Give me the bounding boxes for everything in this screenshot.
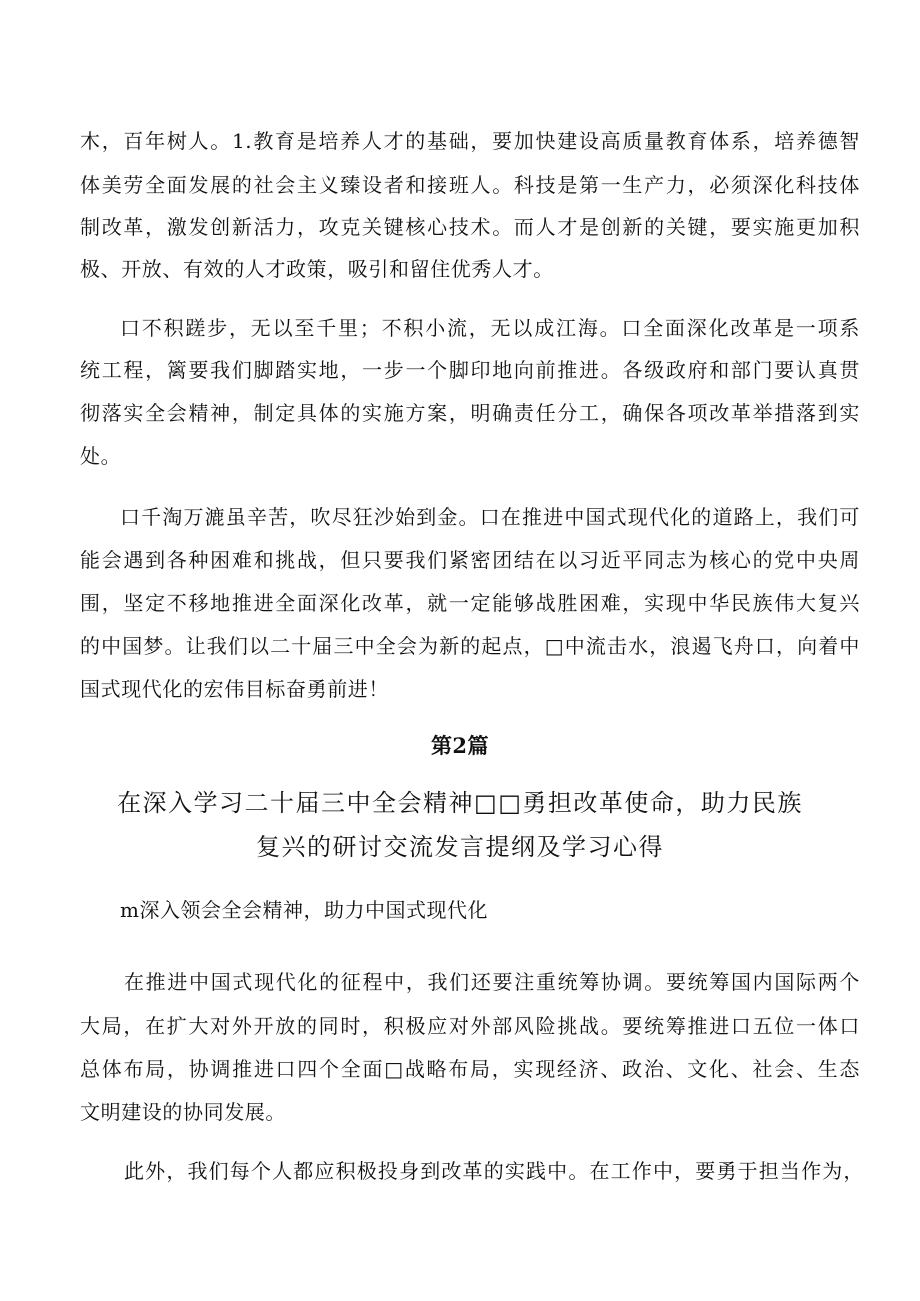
- text-line: 处。: [80, 444, 122, 468]
- section-number: 第2篇: [430, 733, 490, 758]
- text-line: 口不积蹉步，无以至千里；不积小流，无以成江海。口全面深化改革是一项系: [120, 316, 860, 340]
- text-line: 木，百年树人。1.教育是培养人才的基础，要加快建设高质量教育体系，培养德智: [80, 129, 860, 153]
- text-line: 国式现代化的宏伟目标奋勇前进！: [80, 677, 389, 701]
- text-line: 彻落实全会精神，制定具体的实施方案，明确责任分工，确保各项改革举措落到实: [80, 401, 860, 425]
- text-line: 统工程，篱要我们脚踏实地，一步一个脚印地向前推进。各级政府和部门要认真贯: [80, 358, 860, 382]
- section-title-line: 在深入学习二十届三中全会精神□□勇担改革使命，助力民族: [117, 789, 803, 817]
- text-line: 文明建设的协同发展。: [80, 1100, 286, 1124]
- text-line: 能会遇到各种困难和挑战，但只要我们紧密团结在以习近平同志为核心的党中央周: [80, 548, 860, 572]
- subheading: m深入领会全会精神，助力中国式现代化: [120, 898, 488, 922]
- text-line: 的中国梦。让我们以二十届三中全会为新的起点，□中流击水，浪遏飞舟口，向着中: [80, 634, 860, 658]
- text-line: 口千淘万漉虽辛苦，吹尽狂沙始到金。口在推进中国式现代化的道路上，我们可: [120, 505, 860, 529]
- text-line: 极、开放、有效的人才政策，吸引和留住优秀人才。: [80, 257, 554, 281]
- text-line: 总体布局，协调推进口四个全面□战略布局，实现经济、政治、文化、社会、生态: [80, 1057, 860, 1081]
- text-line: 制改革，激发创新活力，攻克关键核心技术。而人才是创新的关键，要实施更加积: [80, 215, 860, 239]
- text-line: 围，坚定不移地推进全面深化改革，就一定能够战胜困难，实现中华民族伟大复兴: [80, 591, 860, 615]
- text-line: 此外，我们每个人都应积极投身到改革的实践中。在工作中，要勇于担当作为，: [124, 1159, 864, 1183]
- text-line: 大局，在扩大对外开放的同时，积极应对外部风险挑战。要统筹推进口五位一体口: [80, 1014, 860, 1038]
- text-line: 在推进中国式现代化的征程中，我们还要注重统筹协调。要统筹国内国际两个: [124, 970, 860, 994]
- text-line: 体美劳全面发展的社会主义臻设者和接班人。科技是第一生产力，必须深化科技体: [80, 173, 860, 197]
- section-title-line: 复兴的研讨交流发言提纲及学习心得: [256, 833, 664, 861]
